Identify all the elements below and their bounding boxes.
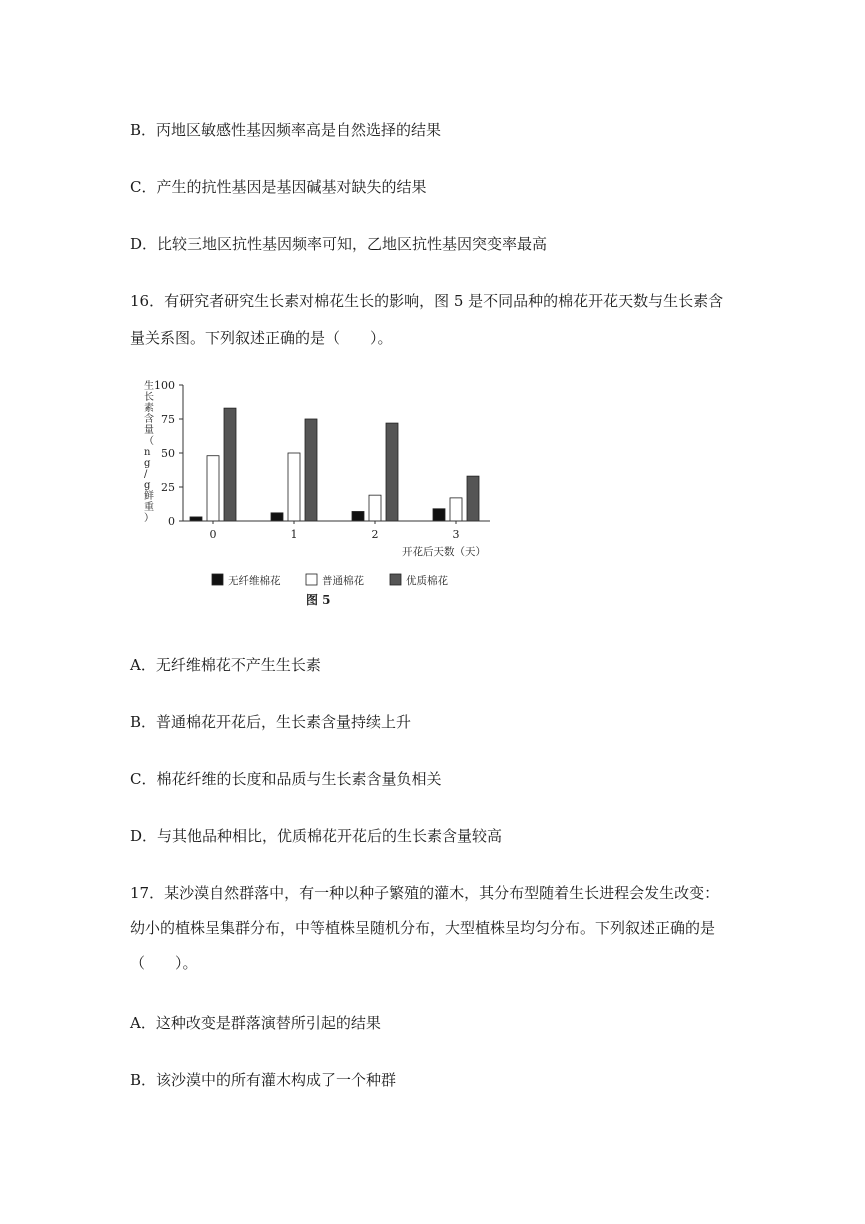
q17-stem-line-1: 17．某沙漠自然群落中，有一种以种子繁殖的灌木，其分布型随着生长进程会发生改变： xyxy=(130,884,720,902)
bar-1-day-0 xyxy=(190,517,202,521)
q16-option-a: A．无纤维棉花不产生生长素 xyxy=(130,656,321,674)
q16-stem-line-2: 量关系图。下列叙述正确的是（ ）。 xyxy=(130,329,393,347)
bar-2-day-0 xyxy=(207,456,219,521)
legend-label-2: 普通棉花 xyxy=(322,575,364,587)
q16-option-c: C．棉花纤维的长度和品质与生长素含量负相关 xyxy=(130,770,442,788)
bar-2-day-2 xyxy=(369,495,381,521)
chart-xlabel: 开花后天数（天） xyxy=(402,546,486,558)
bar-2-day-3 xyxy=(450,498,462,521)
x-tick-label: 3 xyxy=(452,528,460,541)
q15-option-d: D．比较三地区抗性基因频率可知，乙地区抗性基因突变率最高 xyxy=(130,235,548,253)
legend-label-1: 无纤维棉花 xyxy=(228,575,281,587)
y-tick-label: 75 xyxy=(161,413,175,426)
bar-3-day-0 xyxy=(224,408,236,521)
q16-stem-line-1: 16．有研究者研究生长素对棉花生长的影响，图 5 是不同品种的棉花开花天数与生长素含 xyxy=(130,292,724,310)
bar-1-day-2 xyxy=(352,511,364,521)
y-tick-label: 0 xyxy=(168,515,175,528)
y-tick-label: 100 xyxy=(154,379,175,392)
legend-swatch-3 xyxy=(390,574,401,585)
bar-3-day-3 xyxy=(467,476,479,521)
bar-3-day-2 xyxy=(386,423,398,521)
bar-1-day-1 xyxy=(271,513,283,521)
x-tick-label: 1 xyxy=(290,528,298,541)
q16-option-b: B．普通棉花开花后，生长素含量持续上升 xyxy=(130,713,412,731)
q17-stem-line-3: （ ）。 xyxy=(130,954,198,972)
q17-option-b: B．该沙漠中的所有灌木构成了一个种群 xyxy=(130,1071,397,1089)
bar-2-day-1 xyxy=(288,453,300,521)
q17-option-a: A．这种改变是群落演替所引起的结果 xyxy=(130,1014,381,1032)
chart-ylabel: 生长素含量（ n g / g 鲜重） xyxy=(144,381,154,524)
bar-1-day-3 xyxy=(433,509,445,521)
x-tick-label: 0 xyxy=(209,528,217,541)
chart-caption: 图 5 xyxy=(306,593,331,607)
legend-swatch-2 xyxy=(306,574,317,585)
y-tick-label: 25 xyxy=(161,481,175,494)
x-tick-label: 2 xyxy=(371,528,379,541)
q15-option-c: C．产生的抗性基因是基因碱基对缺失的结果 xyxy=(130,178,427,196)
figure-5-chart xyxy=(130,376,510,616)
legend-swatch-1 xyxy=(212,574,223,585)
q16-option-d: D．与其他品种相比，优质棉花开花后的生长素含量较高 xyxy=(130,827,503,845)
y-tick-label: 50 xyxy=(161,447,175,460)
q17-stem-line-2: 幼小的植株呈集群分布，中等植株呈随机分布，大型植株呈均匀分布。下列叙述正确的是 xyxy=(130,919,716,937)
legend-label-3: 优质棉花 xyxy=(406,575,448,587)
bar-3-day-1 xyxy=(305,419,317,521)
q15-option-b: B．丙地区敏感性基因频率高是自然选择的结果 xyxy=(130,121,442,139)
